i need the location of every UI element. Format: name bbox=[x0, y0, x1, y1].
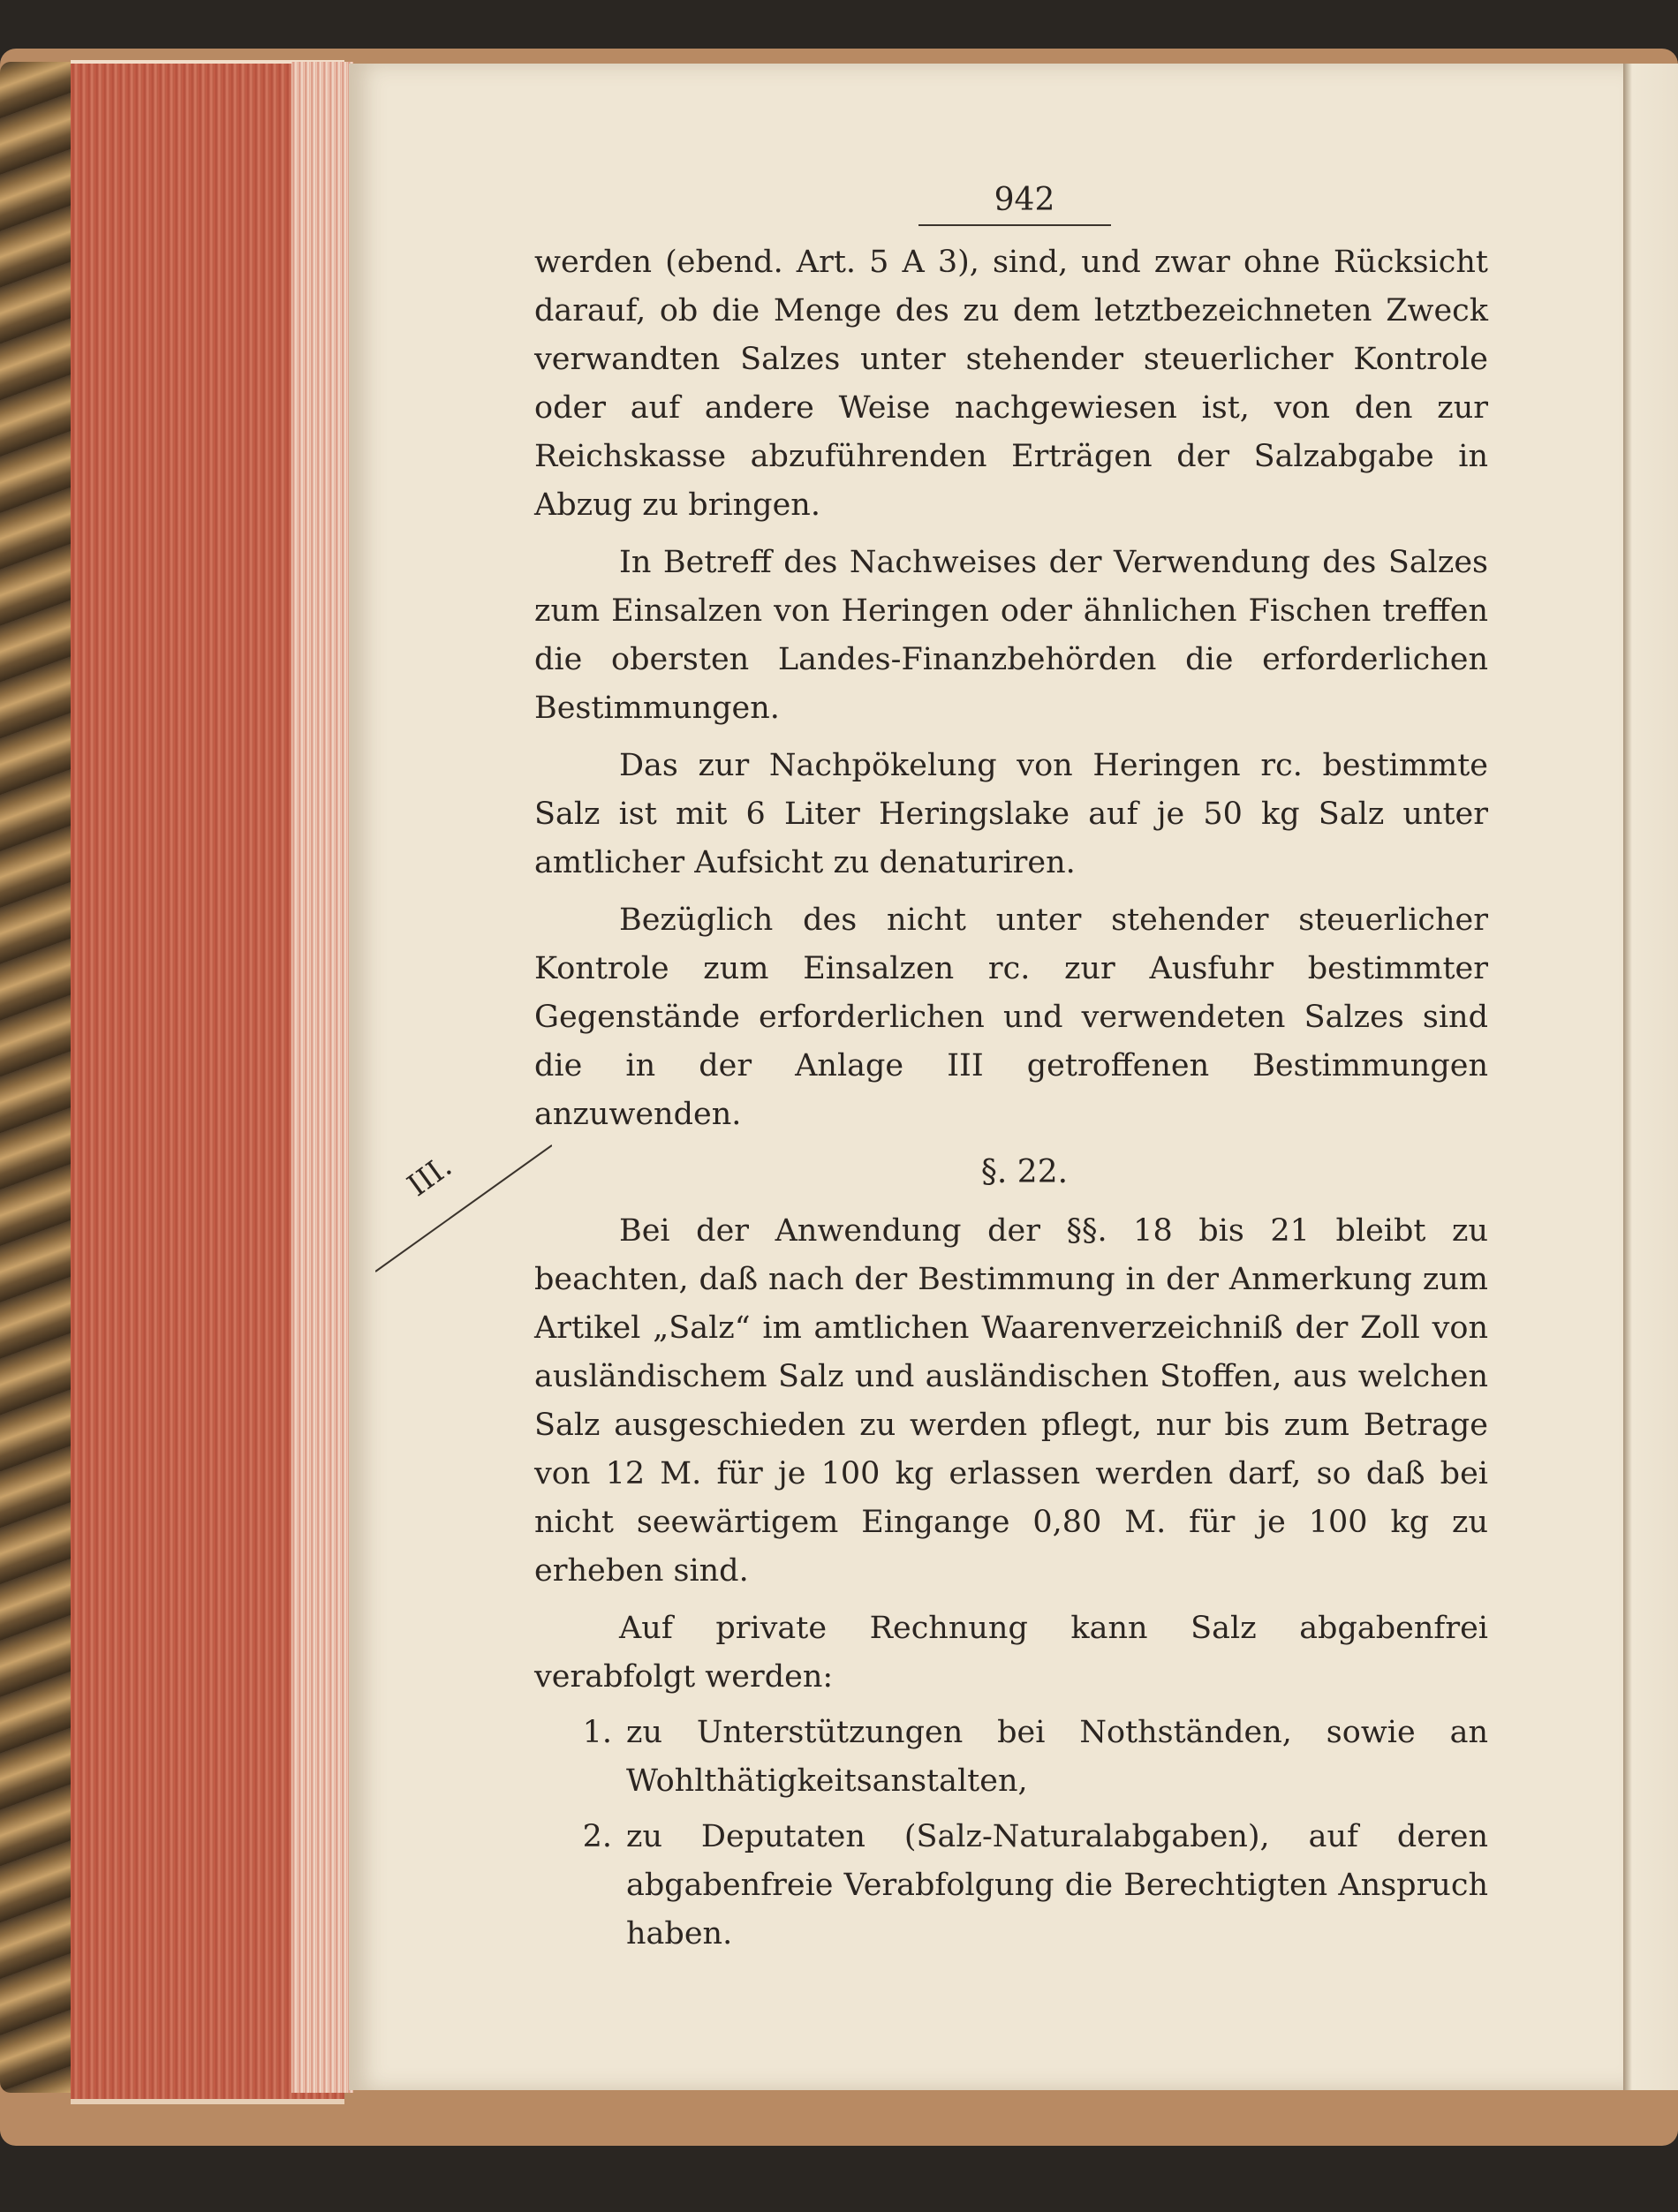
paragraph: werden (ebend. Art. 5 A 3), sind, und zwar ohne Rücksicht darauf, ob die Menge des zu dem letztbezeichneten Zweck verwandten Salzes unter stehender steuerlicher Kontrole oder auf andere Weise nachgewiesen ist, von den zur Reichskasse abzuführenden Erträgen der Salzabgabe in Abzug zu bringen. bbox=[534, 245, 1488, 523]
paragraph: Das zur Nachpökelung von Heringen rc. bestimmte Salz ist mit 6 Liter Heringslake auf je 50 kg Salz unter amtlicher Aufsicht zu denaturiren. bbox=[534, 748, 1488, 880]
next-page-edge bbox=[1623, 64, 1678, 2090]
paragraph: Bezüglich des nicht unter stehender steuerlicher Kontrole zum Einsalzen rc. zur Ausfuhr bestimmter Gegenstände erforderlichen und verwendeten Salzes sind die in der Anlage III getroffenen Bestimmungen anzuwenden. bbox=[534, 902, 1488, 1132]
section-heading: §. 22. bbox=[980, 1154, 1069, 1190]
paragraph: Bei der Anwendung der §§. 18 bis 21 bleibt zu beachten, daß nach der Bestimmung in der Anmerkung zum Artikel „Salz“ im amtlichen Waarenverzeichniß der Zoll von ausländischem Salz und ausländischen Stoffen, aus welchen Salz ausgeschieden zu werden pflegt, nur bis zum Betrage von 12 M. für je 100 kg erlassen werden darf, so daß bei nicht seewärtigem Eingange 0,80 M. für je 100 kg zu erheben sind. bbox=[534, 1213, 1488, 1589]
page-text bbox=[534, 177, 1488, 1959]
page-number: 942 bbox=[994, 182, 1055, 218]
page-edge-highlights bbox=[291, 62, 353, 2093]
list-item-text: zu Unterstützungen bei Nothständen, sowie an Wohlthätigkeitsanstalten, bbox=[626, 1715, 1488, 1799]
paragraph: In Betreff des Nachweises der Verwendung des Salzes zum Einsalzen von Heringen oder ähnlichen Fischen treffen die obersten Landes-Finanzbehörden die erforderlichen Bestimmungen. bbox=[534, 545, 1488, 726]
paragraph: Auf private Rechnung kann Salz abgabenfrei verabfolgt werden: bbox=[534, 1611, 1488, 1695]
margin-note-label: III. bbox=[401, 1148, 458, 1204]
list-item-number: 2. bbox=[582, 1819, 612, 1854]
list-item bbox=[534, 1813, 1488, 1959]
margin-note-line bbox=[375, 1106, 552, 1273]
list-item-number: 1. bbox=[582, 1715, 612, 1750]
list-item bbox=[534, 1709, 1488, 1806]
list-item-text: zu Deputaten (Salz-Naturalabgaben), auf deren abgabenfreie Verabfolgung die Berechtigten Anspruch haben. bbox=[626, 1819, 1488, 1952]
margin-note bbox=[375, 1106, 552, 1273]
header-rule bbox=[918, 224, 1111, 226]
book-page bbox=[349, 64, 1625, 2090]
